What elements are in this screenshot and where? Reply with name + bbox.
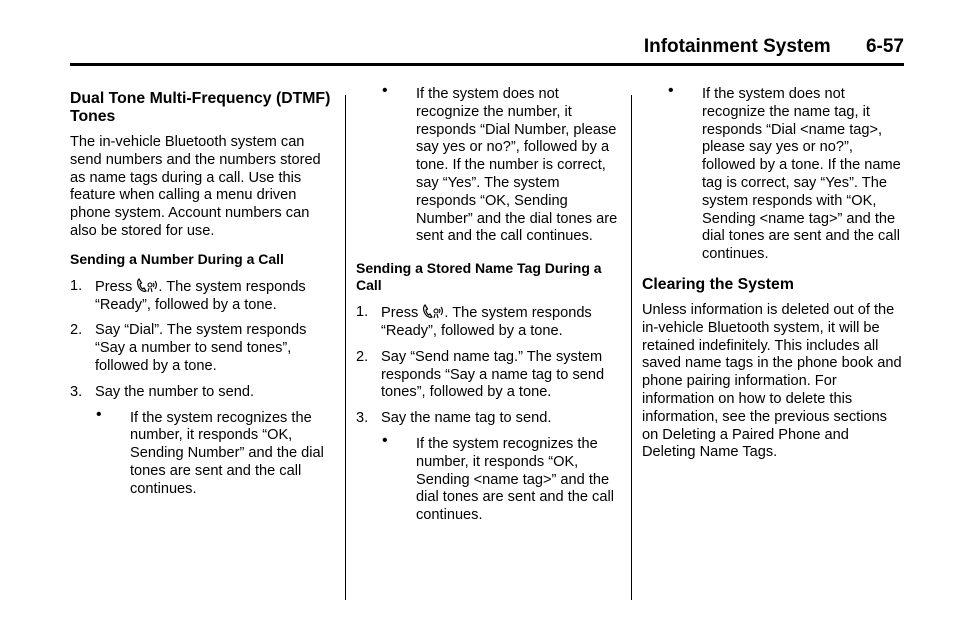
column-3 [642, 82, 904, 472]
sending-number-heading: Sending a Number During a Call [70, 250, 284, 267]
column-2 [356, 82, 621, 533]
step-3 [70, 384, 335, 402]
page-header [70, 36, 904, 64]
bullet-text: If the system does not recognize the name tag, it responds “Dial <name tag>, please say yes or no?”, followed by a tone. If the name tag is correct, say “Yes”. The system responds with “OK, Sending <name tag>” and the dial tones are sent and the call continues. [702, 86, 901, 263]
step-2 [356, 349, 621, 402]
step-1 [356, 304, 621, 341]
header-rule [70, 63, 904, 66]
clearing-system-heading: Clearing the System [642, 275, 794, 293]
bullet-text: If the system does not recognize the number, it responds “Dial Number, please say yes or no?”, followed by a tone. If the number is correct, say “Yes”. The system responds “OK, Sending Number” and the dial tones are sent and the call continues. [416, 86, 618, 245]
clearing-system-body: Unless information is deleted out of the in-vehicle Bluetooth system, it will be retained indefinitely. This includes all saved name tags in the phone book and phone pairing information. For information on how to delete this information, see the previous sections on Deleting a Paired Phone and Deleting Name Tags. [642, 301, 902, 461]
step-text: Say “Send name tag.” The system responds “Say a name tag to send tones”, followed by a tone. [381, 348, 605, 401]
bullet-glyph: • [382, 431, 388, 449]
voice-recognition-icon [147, 278, 158, 293]
bullet-item [70, 405, 335, 499]
column-divider-2 [631, 95, 632, 600]
phone-icon [136, 278, 147, 293]
step-number: 1. [70, 277, 83, 294]
bullet-glyph: • [96, 405, 102, 423]
section-title: Infotainment System [643, 36, 831, 57]
step-number: 2. [356, 348, 369, 365]
sending-name-tag-heading: Sending a Stored Name Tag During a Call [356, 260, 602, 294]
step-text: Say the name tag to send. [381, 410, 552, 427]
step-text-pre: Press [95, 278, 133, 295]
bullet-item [356, 82, 621, 246]
bullet-text: If the system recognizes the number, it responds “OK, Sending Number” and the dial tones are sent and the call continues. [130, 409, 324, 497]
step-text: Say “Dial”. The system responds “Say a number to send tones”, followed by a tone. [95, 322, 307, 374]
phone-icon [422, 304, 433, 319]
voice-recognition-icon [433, 304, 444, 319]
page-number: 6-57 [865, 36, 904, 57]
bullet-item [642, 82, 904, 264]
column-divider-1 [345, 95, 346, 600]
bullet-item [356, 431, 621, 525]
step-2 [70, 322, 335, 375]
step-text-post: . The system responds “Ready”, followed by a tone. [95, 278, 306, 313]
column-1 [70, 86, 335, 507]
step-1 [70, 278, 335, 315]
step-number: 1. [356, 304, 369, 321]
step-text-pre: Press [381, 305, 419, 322]
step-3 [356, 410, 621, 428]
step-text: Say the number to send. [95, 383, 255, 400]
step-number: 3. [70, 383, 83, 400]
step-number: 3. [356, 410, 369, 427]
dtmf-heading: Dual Tone Multi-Frequency (DTMF) Tones [70, 90, 331, 125]
step-number: 2. [70, 322, 83, 339]
dtmf-intro: The in-vehicle Bluetooth system can send numbers and the numbers stored as name tags during a call. Use this feature when calling a menu driven phone system. Account numbers can also be stored for use. [70, 134, 321, 239]
bullet-text: If the system recognizes the number, it responds “OK, Sending <name tag>” and the dial tones are sent and the call continues. [416, 435, 614, 524]
bullet-glyph: • [668, 82, 674, 99]
bullet-glyph: • [382, 82, 388, 99]
step-text-post: . The system responds “Ready”, followed by a tone. [381, 305, 592, 339]
